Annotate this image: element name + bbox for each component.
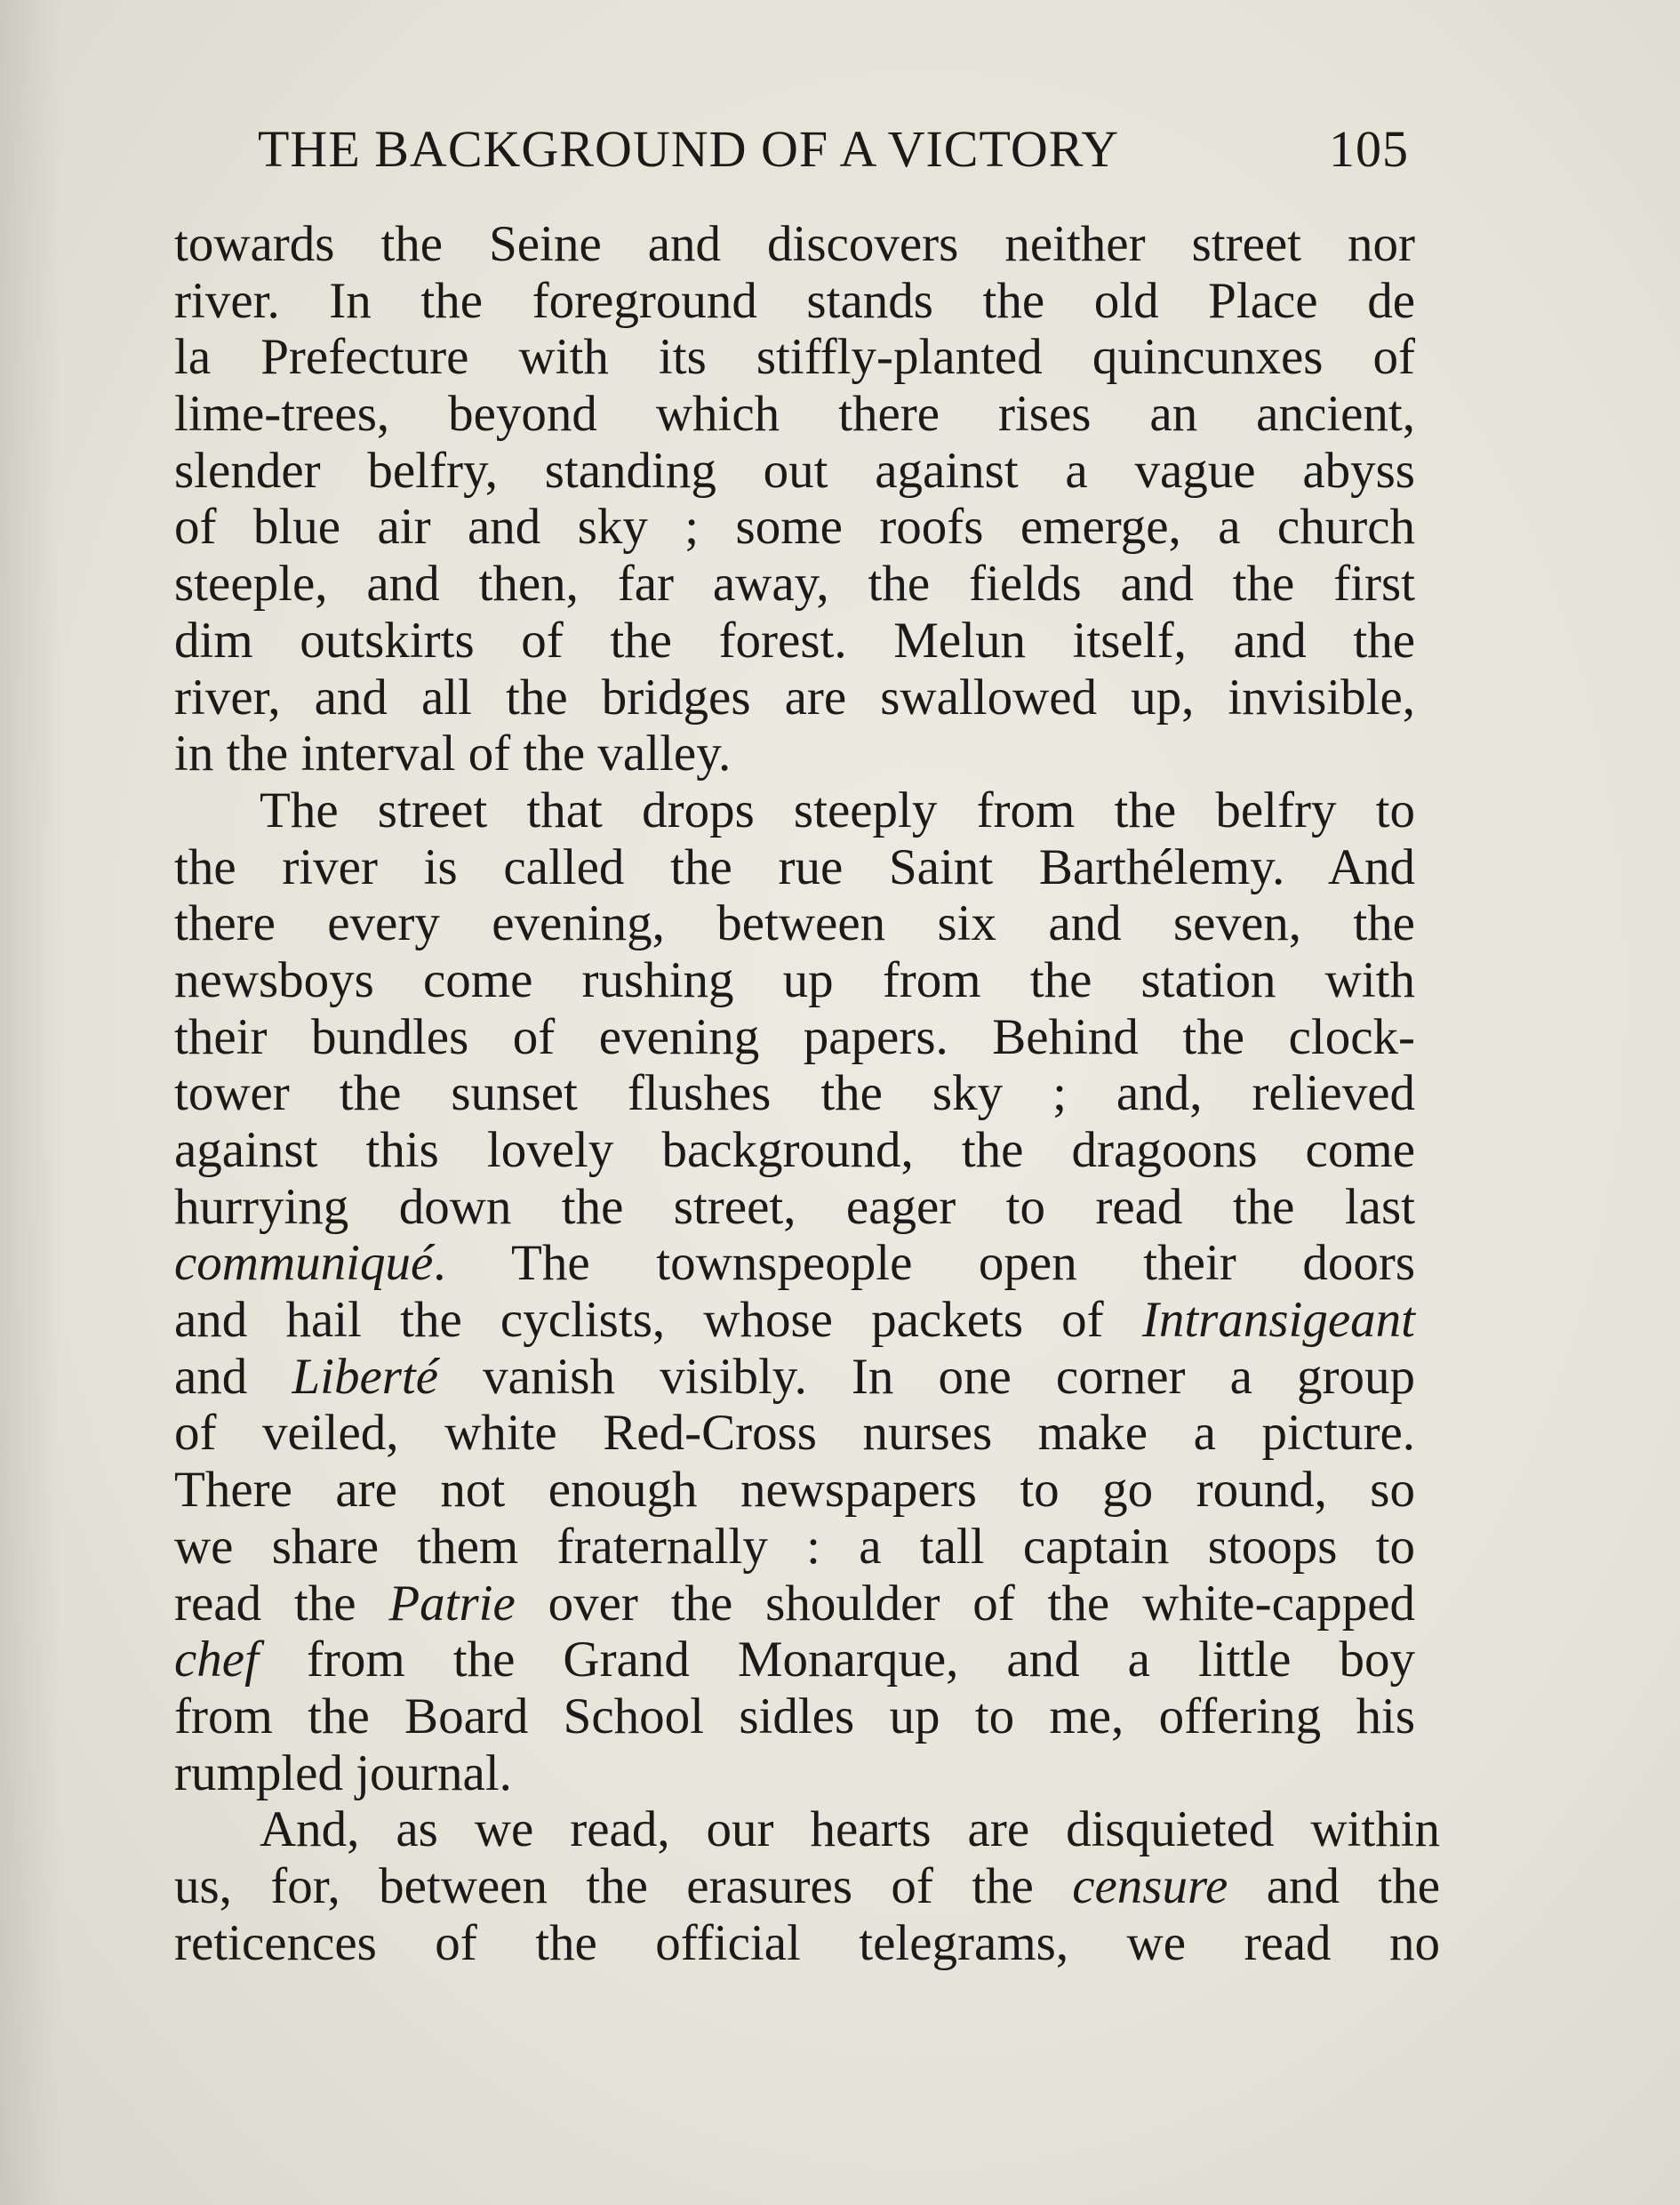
italic-text: censure: [1072, 1857, 1228, 1914]
text-segment: . The townspeople open their doors: [433, 1235, 1415, 1292]
italic-text: Intransigeant: [1141, 1292, 1415, 1349]
text-segment: from the Grand Monarque, and a little boy: [258, 1632, 1415, 1688]
text-line: [174, 1405, 1415, 1462]
text-segment: reticences of the official telegrams, we read no: [174, 1914, 1440, 1971]
text-line: [174, 613, 1415, 670]
text-line: [174, 1858, 1440, 1915]
text-line: [174, 839, 1415, 896]
text-segment: and the: [1228, 1857, 1440, 1914]
text-line: [174, 895, 1415, 952]
text-segment: read the: [174, 1575, 389, 1632]
body-text: [174, 216, 1440, 1971]
text-line: [174, 329, 1415, 386]
text-segment: of veiled, white Red-Cross nurses make a picture.: [174, 1405, 1415, 1462]
text-segment: of blue air and sky ; some roofs emerge, a church: [174, 499, 1415, 556]
italic-text: Liberté: [292, 1348, 439, 1405]
text-line: [174, 1576, 1415, 1632]
page-gutter-shadow: [0, 0, 62, 2205]
text-line: [174, 386, 1415, 443]
text-line: [174, 499, 1415, 556]
text-segment: tower the sunset flushes the sky ; and, relieved: [174, 1065, 1415, 1122]
text-line: [174, 1745, 1415, 1802]
text-segment: there every evening, between six and seven, the: [174, 895, 1415, 952]
running-title: THE BACKGROUND OF A VICTORY: [258, 120, 1120, 178]
text-line: [174, 1179, 1415, 1236]
text-segment: their bundles of evening papers. Behind the clock-: [174, 1008, 1415, 1065]
text-segment: we share them fraternally : a tall captain stoops to: [174, 1518, 1415, 1575]
text-segment: river, and all the bridges are swallowed up, invisible,: [174, 669, 1415, 726]
text-segment: rumpled journal.: [174, 1744, 512, 1801]
text-line: [174, 1122, 1415, 1179]
italic-text: communiqué: [174, 1235, 434, 1292]
text-line: [174, 670, 1415, 726]
text-segment: over the shoulder of the white-capped: [515, 1575, 1415, 1632]
running-head: [258, 114, 1409, 185]
italic-text: chef: [174, 1632, 259, 1688]
text-segment: dim outskirts of the forest. Melun itself, and the: [174, 612, 1415, 669]
text-segment: hurrying down the street, eager to read the last: [174, 1178, 1415, 1235]
text-line: [174, 782, 1415, 839]
text-segment: and: [174, 1348, 292, 1405]
text-segment: vanish visibly. In one corner a group: [438, 1348, 1415, 1405]
text-line: [174, 273, 1415, 330]
text-segment: newsboys come rushing up from the station with: [174, 951, 1415, 1008]
text-segment: slender belfry, standing out against a vague abyss: [174, 442, 1415, 499]
text-segment: The street that drops steeply from the belfry to: [260, 782, 1415, 838]
text-line: [174, 1688, 1415, 1745]
text-line: [174, 1519, 1415, 1576]
text-line: [174, 726, 1415, 782]
text-segment: us, for, between the erasures of the: [174, 1857, 1073, 1914]
text-segment: in the interval of the valley.: [174, 726, 732, 782]
text-segment: and hail the cyclists, whose packets of: [174, 1292, 1142, 1349]
text-line: [174, 1235, 1415, 1292]
text-segment: steeple, and then, far away, the fields and the first: [174, 556, 1415, 613]
text-line: [174, 1801, 1440, 1858]
text-segment: lime-trees, beyond which there rises an ancient,: [174, 386, 1415, 443]
text-line: [174, 1349, 1415, 1406]
page-number: 105: [1329, 120, 1409, 178]
text-line: [174, 216, 1415, 273]
text-line: [174, 1915, 1440, 1972]
text-line: [174, 1065, 1415, 1122]
text-segment: There are not enough newspapers to go round, so: [174, 1462, 1415, 1519]
text-segment: the river is called the rue Saint Barthélemy. And: [174, 838, 1415, 895]
italic-text: Patrie: [388, 1575, 516, 1632]
text-line: [174, 952, 1415, 1009]
text-line: [174, 556, 1415, 613]
text-segment: towards the Seine and discovers neither street nor: [174, 216, 1415, 272]
text-segment: from the Board School sidles up to me, offering his: [174, 1688, 1415, 1744]
text-segment: river. In the foreground stands the old Place de: [174, 272, 1415, 329]
text-line: [174, 443, 1415, 500]
text-segment: la Prefecture with its stiffly-planted quincunxes of: [174, 329, 1415, 386]
text-line: [174, 1462, 1415, 1519]
text-segment: against this lovely background, the dragoons come: [174, 1122, 1415, 1178]
text-line: [174, 1632, 1415, 1688]
text-segment: And, as we read, our hearts are disquieted within: [260, 1801, 1440, 1858]
text-line: [174, 1292, 1415, 1349]
text-line: [174, 1009, 1415, 1066]
